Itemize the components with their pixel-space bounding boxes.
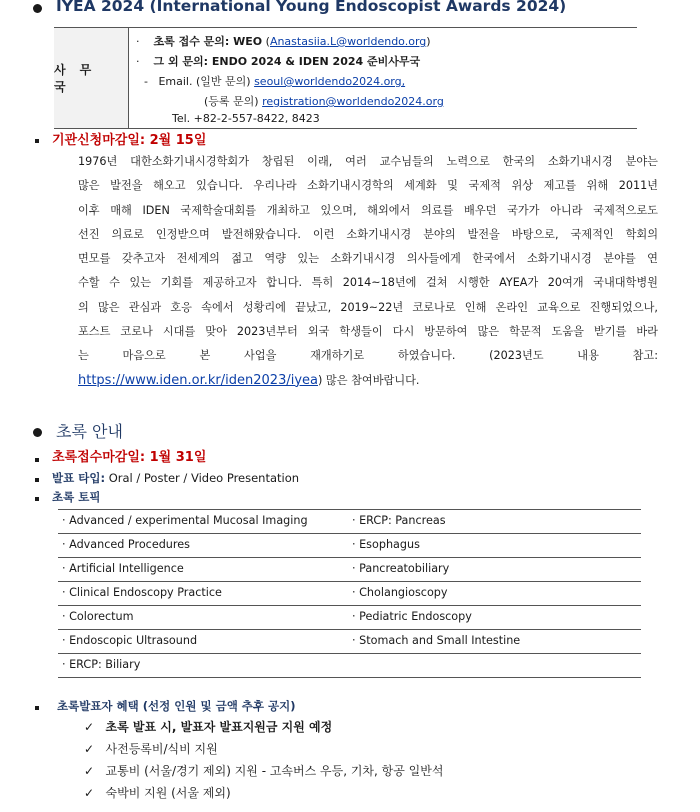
topic-cell: · Pancreatobiliary: [352, 562, 450, 575]
benefit-title: 초록발표자 혜택 (선정 인원 및 금액 추후 공지): [57, 699, 296, 713]
list-bullet: [35, 497, 39, 501]
deadline-bullet: [35, 139, 39, 143]
paragraph-line: 면모를 갖추고자 전세계의 젊고 역량 있는 소화기내시경 의사들에게 한국에서 소화기내시경 분야를 연: [78, 252, 658, 266]
section-bullet: [33, 4, 42, 13]
deadline-bullet: [35, 458, 39, 462]
benefit-text: 교통비 (서울/경기 제외) 지원 - 고속버스 우등, 기차, 항공 일반석: [105, 764, 444, 778]
paragraph-line: 수할 수 있는 기회를 제공하고자 합니다. 특히 2014~18년에 걸쳐 시행한 AYEA가 20여개 국내대학병원: [78, 276, 658, 290]
contact-line-3-prefix: Email. (일반 문의): [158, 75, 251, 88]
table-row: [58, 510, 641, 534]
presentation-type-value: Oral / Poster / Video Presentation: [108, 471, 300, 485]
iyea-2023-link[interactable]: https://www.iden.or.kr/iden2023/iyea: [78, 372, 318, 388]
table-row: [58, 630, 641, 654]
topic-table: [58, 509, 641, 678]
check-icon: ✓: [84, 742, 95, 756]
topic-cell: · Artificial Intelligence: [62, 562, 184, 575]
presentation-type-label: 발표 타입:: [52, 471, 106, 485]
contact-email-weo[interactable]: Anastasiia.L@worldendo.org: [269, 35, 427, 48]
benefit-text: 숙박비 지원 (서울 제외): [105, 786, 231, 800]
contact-label: 사무국: [54, 28, 129, 128]
topic-cell: · Clinical Endoscopy Practice: [62, 586, 222, 599]
contact-line-2-text: 그 외 문의: ENDO 2024 & IDEN 2024 준비사무국: [153, 55, 421, 68]
paragraph-last-line: [78, 369, 658, 393]
topic-cell: · Stomach and Small Intestine: [352, 634, 521, 647]
contact-line-3: - Email. (일반 문의) seoul@worldendo2024.org,: [144, 75, 406, 88]
section-bullet: [33, 428, 42, 437]
topic-cell: · Colorectum: [62, 610, 134, 623]
topic-cell: · Cholangioscopy: [352, 586, 448, 599]
paragraph-line: 선진 의료로 인정받으며 발전해왔습니다. 이런 소화기내시경 분야의 발전을 바탕으로, 국제적인 학회의: [78, 227, 658, 241]
paragraph-line: 이후 매해 IDEN 국제학술대회를 개최하고 있으며, 해외에서 의료를 배우던 국가가 아니라 국제적으로도: [78, 203, 658, 217]
section-title: 초록 안내: [56, 422, 123, 441]
contact-table: [54, 27, 637, 129]
check-icon: ✓: [84, 764, 95, 778]
contact-line-4-prefix: (등록 문의): [204, 95, 259, 108]
check-icon: ✓: [84, 720, 95, 734]
benefit-item: [84, 740, 218, 757]
topic-cell: · Pediatric Endoscopy: [352, 610, 472, 623]
paragraph-line: 많은 발전을 해오고 있습니다. 우리나라 소화기내시경학의 세계화 및 국제적 위상 제고를 위해 2011년: [78, 179, 658, 193]
table-row: [58, 654, 641, 678]
topic-cell: · Esophagus: [352, 538, 420, 551]
list-bullet: [35, 706, 39, 710]
contact-line-2: · 그 외 문의: ENDO 2024 & IDEN 2024 준비사무국: [136, 55, 421, 68]
benefit-text: 사전등록비/식비 지원: [105, 742, 218, 756]
abstract-deadline: 초록접수마감일: 1월 31일: [52, 450, 207, 465]
table-row: [58, 558, 641, 582]
paragraph-line: 1976년 대한소화기내시경학회가 창립된 이래, 여러 교수님들의 노력으로 한국의 소화기내시경 분야는: [78, 155, 658, 168]
topic-cell: · ERCP: Pancreas: [352, 514, 446, 527]
institution-deadline: 기관신청마감일: 2월 15일: [52, 133, 207, 148]
topic-label: 초록 토픽: [52, 490, 101, 504]
list-bullet: [35, 478, 39, 482]
topic-cell: · Advanced Procedures: [62, 538, 190, 551]
paragraph-line: 포스트 코로나 시대를 맞아 2023년부터 외국 학생들이 다시 방문하여 많은 학문적 도움을 받기를 바라: [78, 325, 658, 339]
contact-email-general[interactable]: seoul@worldendo2024.org,: [254, 75, 406, 88]
contact-line-1: · 초록 접수 문의: WEO (Anastasiia.L@worldendo.org): [136, 35, 431, 48]
benefit-text: 초록 발표 시, 발표자 발표지원금 지원 예정: [105, 720, 333, 734]
check-icon: ✓: [84, 786, 95, 800]
paragraph-line: 의 많은 관심과 호응 속에서 성황리에 끝났고, 2019~22년 코로나로 인해 온라인 교육으로 진행되었으나,: [78, 300, 658, 314]
topic-cell: · Advanced / experimental Mucosal Imaging: [62, 514, 308, 527]
section-title: IYEA 2024 (International Young Endoscopist Awards 2024): [56, 0, 567, 15]
paragraph-end: ) 많은 참여바랍니다.: [318, 373, 420, 387]
topic-cell: · ERCP: Biliary: [62, 658, 141, 671]
presentation-type: [52, 470, 299, 486]
benefit-item: [84, 784, 231, 801]
contact-line-4: [204, 93, 444, 109]
table-row: [58, 534, 641, 558]
contact-line-1-label: 초록 접수 문의: WEO: [153, 35, 263, 48]
topic-cell: · Endoscopic Ultrasound: [62, 634, 198, 647]
benefit-item: [84, 762, 443, 779]
contact-email-registration[interactable]: registration@worldendo2024.org: [262, 95, 444, 108]
paragraph-line: 는 마음으로 본 사업을 재개하기로 하였습니다. (2023년도 내용 참고:: [78, 349, 658, 363]
intro-paragraph: [78, 150, 658, 393]
table-row: [58, 606, 641, 630]
contact-phone: Tel. +82-2-557-8422, 8423: [172, 112, 320, 125]
benefit-item: [84, 718, 332, 735]
table-row: [58, 582, 641, 606]
